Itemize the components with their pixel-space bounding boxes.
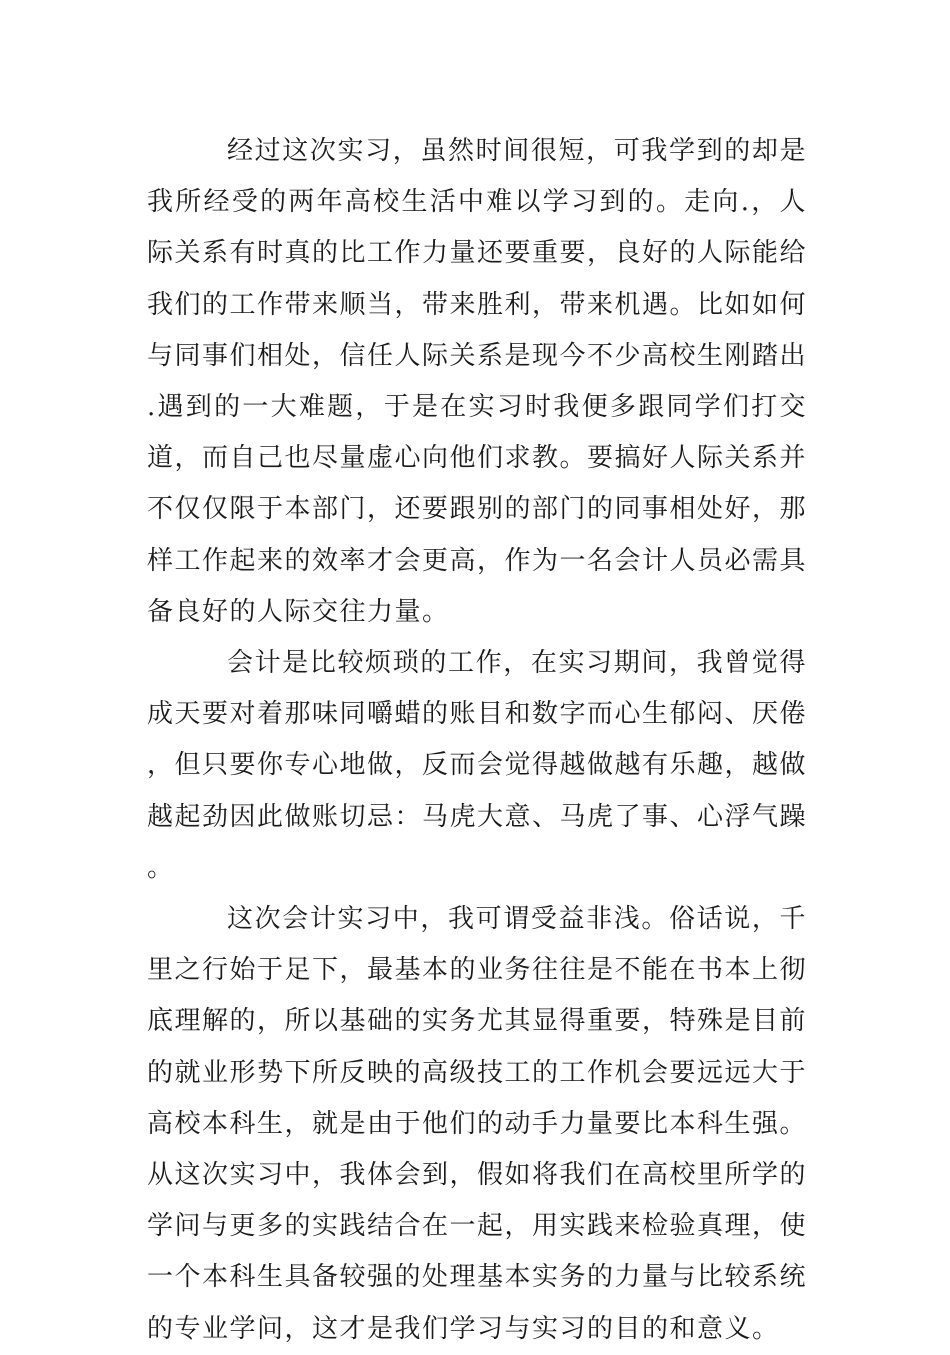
paragraph-accounting-work: 会计是比较烦琐的工作，在实习期间，我曾觉得成天要对着那味同嚼蜡的账目和数字而心生郁闷、厌倦，但只要你专心地做，反而会觉得越做越有乐趣，越做越起劲因此做账切忌：马虎大意、马虎了事、心浮气躁。 (147, 648, 808, 883)
paragraph-internship-relationships: 经过这次实习，虽然时间很短，可我学到的却是我所经受的两年高校生活中难以学习到的。走向.，人际关系有时真的比工作力量还要重要，良好的人际能给我们的工作带来顺当，带来胜利，带来机遇。比如如何与同事们相处，信任人际关系是现今不少高校生刚踏出.遇到的一大难题，于是在实习时我便多跟同学们打交道，而自己也尽量虚心向他们求教。要搞好人际关系并不仅仅限于本部门，还要跟别的部门的同事相处好，那样工作起来的效率才会更高，作为一名会计人员必需具备良好的人际交往力量。 (147, 136, 808, 627)
document-body (147, 126, 807, 1355)
paragraph-practice-value: 这次会计实习中，我可谓受益非浅。俗话说，千里之行始于足下，最基本的业务往往是不能在书本上彻底理解的，所以基础的实务尤其显得重要，特殊是目前的就业形势下所反映的高级技工的工作机会要远远大于高校本科生，就是由于他们的动手力量要比本科生强。从这次实习中，我体会到，假如将我们在高校里所学的学问与更多的实践结合在一起，用实践来检验真理，使一个本科生具备较强的处理基本实务的力量与比较系统的专业学问，这才是我们学习与实习的目的和意义。 (147, 904, 808, 1344)
